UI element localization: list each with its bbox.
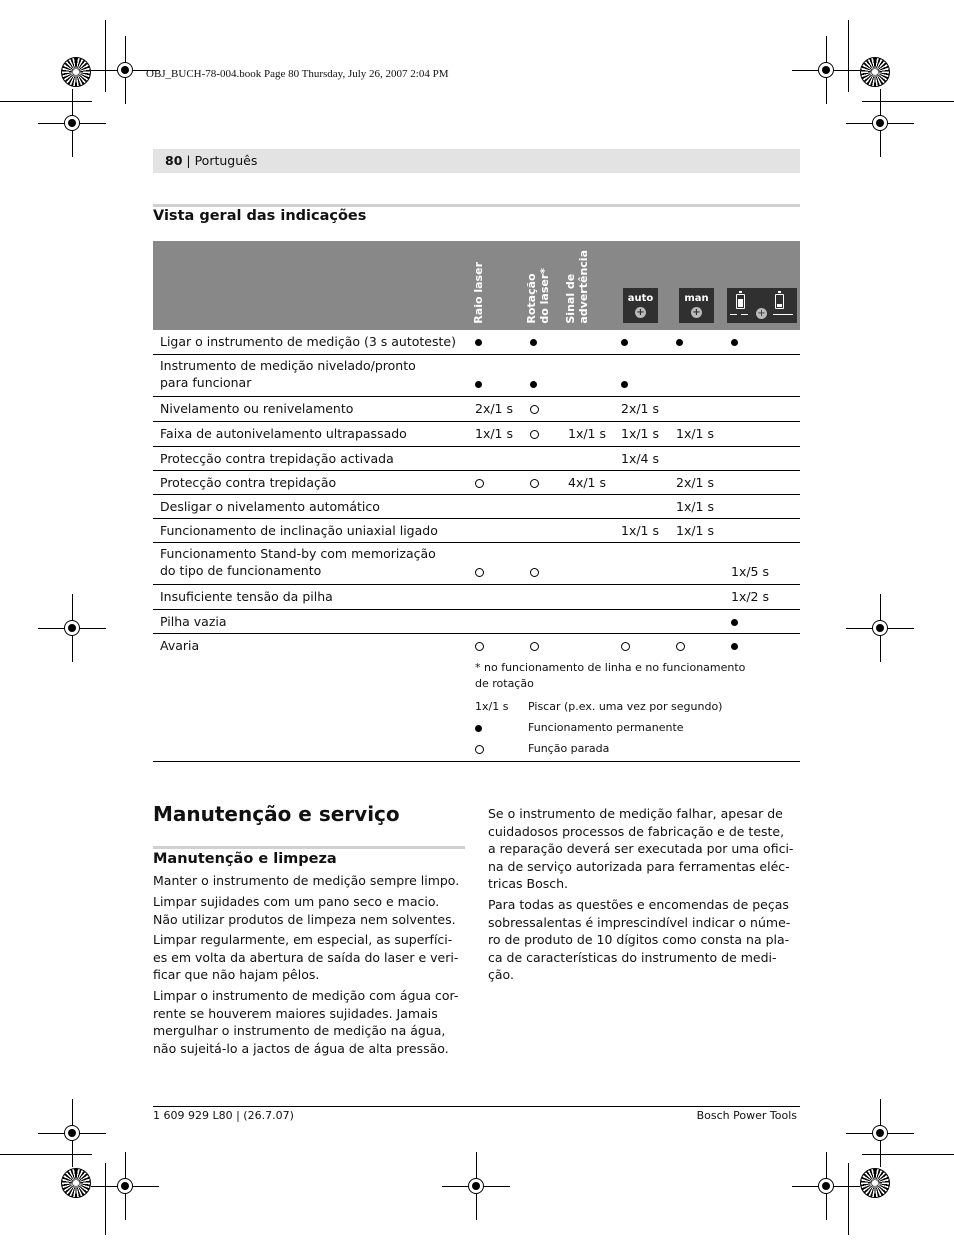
- paragraph: Limpar o instrumento de medição com água cor- rente se houverem maiores sujidades. Jamais mergulhar o instrumento de medição na água, não sujeitá-lo a jactos de água de alta pressão.: [153, 988, 459, 1056]
- column-header-laser-rotation: Rotação do laser*: [525, 268, 551, 324]
- paragraph: Manter o instrumento de medição sempre limpo.: [153, 873, 460, 888]
- running-head-separator: |: [186, 153, 191, 168]
- row-label: Insuficiente tensão da pilha: [160, 589, 333, 604]
- table-row: [153, 519, 800, 543]
- section-rule: [153, 204, 800, 207]
- row-label: Instrumento de medição nivelado/pronto para funcionar: [160, 358, 416, 390]
- table-row: [153, 397, 800, 422]
- registration-starburst-icon: [61, 1168, 91, 1198]
- status-off-ring-icon: [475, 474, 484, 491]
- table-row: [153, 610, 800, 634]
- status-off-ring-icon: [530, 425, 539, 442]
- section-rule: [153, 846, 465, 849]
- status-on-dot-icon: [530, 333, 537, 350]
- legend-key-flash: 1x/1 s: [475, 700, 509, 713]
- status-flash-rate: 1x/1 s: [676, 426, 715, 441]
- table-row: [153, 355, 800, 397]
- section-title-overview: Vista geral das indicações: [153, 208, 367, 224]
- status-off-ring-icon: [530, 563, 539, 580]
- status-flash-rate: 1x/1 s: [621, 426, 660, 441]
- table-row: [153, 471, 800, 495]
- status-flash-rate: 2x/1 s: [676, 475, 715, 490]
- column-header-warning-signal: Sinal de advertência: [564, 250, 590, 324]
- legend-row: [475, 741, 610, 757]
- row-label: Pilha vazia: [160, 614, 227, 629]
- status-flash-rate: 1x/1 s: [676, 499, 715, 514]
- status-on-dot-icon: [621, 375, 628, 392]
- page-number: 80: [165, 153, 183, 168]
- table-row: [153, 585, 800, 610]
- battery-button-icon: +: [727, 288, 797, 323]
- status-flash-rate: 1x/1 s: [676, 523, 715, 538]
- status-flash-rate: 2x/1 s: [475, 401, 514, 416]
- row-label: Avaria: [160, 638, 200, 653]
- row-label: Protecção contra trepidação activada: [160, 451, 394, 466]
- column-header-laser-beam: Raio laser: [472, 262, 485, 324]
- status-off-ring-icon: [530, 400, 539, 417]
- registration-starburst-icon: [860, 57, 890, 87]
- print-slug: OBJ_BUCH-78-004.book Page 80 Thursday, July 26, 2007 2:04 PM: [146, 68, 449, 80]
- table-row: [153, 330, 800, 355]
- status-off-ring-icon: [621, 637, 630, 654]
- legend-text-off: Função parada: [528, 742, 610, 755]
- status-flash-rate: 1x/5 s: [731, 564, 770, 579]
- row-label: Faixa de autonivelamento ultrapassado: [160, 426, 407, 441]
- status-on-dot-icon: [621, 333, 628, 350]
- paragraph: Limpar sujidades com um pano seco e macio. Não utilizar produtos de limpeza nem solventes.: [153, 894, 456, 927]
- row-label: Desligar o nivelamento automático: [160, 499, 380, 514]
- man-button-icon: man +: [679, 288, 714, 323]
- registration-starburst-icon: [860, 1168, 890, 1198]
- table-row: [153, 495, 800, 519]
- legend-row: [475, 720, 684, 736]
- footer-doc-number: 1 609 929 L80 | (26.7.07): [153, 1109, 294, 1122]
- running-head-language: Português: [194, 153, 258, 168]
- row-label: Nivelamento ou renivelamento: [160, 401, 354, 416]
- status-on-dot-icon: [731, 333, 738, 350]
- status-flash-rate: 2x/1 s: [621, 401, 660, 416]
- table-row: [153, 447, 800, 471]
- footer-brand: Bosch Power Tools: [696, 1109, 797, 1122]
- status-flash-rate: 1x/2 s: [731, 589, 770, 604]
- status-on-dot-icon: [475, 375, 482, 392]
- hollow-circle-icon: [475, 745, 484, 754]
- status-off-ring-icon: [676, 637, 685, 654]
- status-flash-rate: 1x/4 s: [621, 451, 660, 466]
- status-off-ring-icon: [475, 563, 484, 580]
- running-head: [153, 149, 800, 173]
- status-flash-rate: 1x/1 s: [621, 523, 660, 538]
- paragraph: Para todas as questões e encomendas de peças sobressalentas é imprescindível indicar o núme- ro de produto de 10 dígitos como consta na pla- ca de características do instrumento de medi- ção.: [488, 897, 791, 982]
- auto-button-icon: auto +: [623, 288, 658, 323]
- row-label: Funcionamento Stand-by com memorização do tipo de funcionamento: [160, 546, 436, 578]
- status-off-ring-icon: [475, 637, 484, 654]
- status-off-ring-icon: [530, 637, 539, 654]
- row-label: Ligar o instrumento de medição (3 s autoteste): [160, 334, 456, 349]
- paragraph: Limpar regularmente, em especial, as superfíci- es em volta da abertura de saída do laser e veri- ficar que não hajam pêlos.: [153, 932, 459, 982]
- subsection-title-cleaning: Manutenção e limpeza: [153, 851, 337, 867]
- table-header: [153, 241, 800, 330]
- registration-starburst-icon: [61, 57, 91, 87]
- status-flash-rate: 4x/1 s: [568, 475, 607, 490]
- table-row: [153, 543, 800, 585]
- legend-text-on: Funcionamento permanente: [528, 721, 684, 734]
- solid-dot-icon: [475, 725, 482, 732]
- footer-rule: [153, 1106, 800, 1107]
- table-row: [153, 422, 800, 447]
- status-on-dot-icon: [731, 637, 738, 654]
- status-flash-rate: 1x/1 s: [568, 426, 607, 441]
- row-label: Funcionamento de inclinação uniaxial ligado: [160, 523, 438, 538]
- status-off-ring-icon: [530, 474, 539, 491]
- section-title-maintenance: Manutenção e serviço: [153, 802, 400, 826]
- paragraph: Se o instrumento de medição falhar, apesar de cuidadosos processos de fabricação e de teste, a reparação deverá ser executada por uma ofici- na de serviço autorizada para ferramentas eléc- tricas Bosch.: [488, 806, 794, 891]
- table-end-rule: [153, 761, 800, 762]
- status-on-dot-icon: [676, 333, 683, 350]
- legend-row: [475, 699, 723, 715]
- row-label: Protecção contra trepidação: [160, 475, 337, 490]
- status-on-dot-icon: [475, 333, 482, 350]
- status-on-dot-icon: [530, 375, 537, 392]
- legend-text-flash: Piscar (p.ex. uma vez por segundo): [528, 700, 723, 713]
- table-footnote: * no funcionamento de linha e no funcionamento de rotação: [475, 661, 746, 690]
- status-on-dot-icon: [731, 613, 738, 630]
- status-flash-rate: 1x/1 s: [475, 426, 514, 441]
